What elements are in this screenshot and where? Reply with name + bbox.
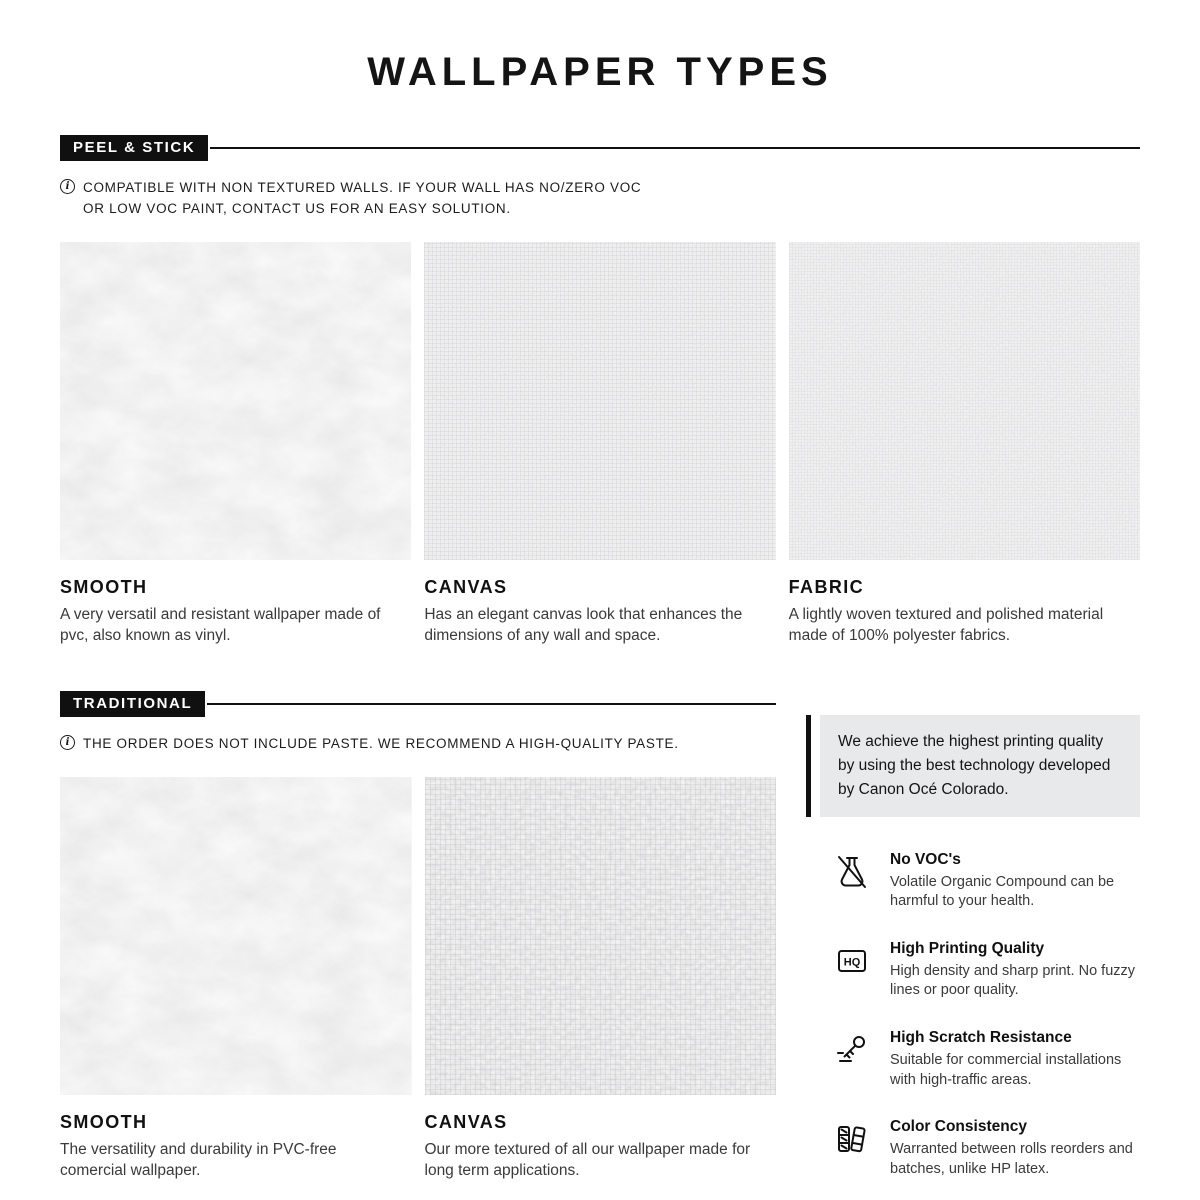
feature-item [832, 1118, 1140, 1179]
swatch-caption [424, 577, 775, 647]
swatch-card [425, 777, 777, 1182]
swatch-description: Has an elegant canvas look that enhances the dimensions of any wall and space. [424, 605, 743, 644]
feature-title: High Printing Quality [890, 939, 1045, 957]
traditional-column [60, 691, 776, 1200]
swatch-card [424, 242, 775, 647]
svg-text:HQ: HQ [843, 956, 861, 969]
texture-noise [425, 777, 777, 1095]
texture-noise [789, 242, 1140, 560]
bottom-section [60, 691, 1140, 1200]
swatch-description: A very versatil and resistant wallpaper made of pvc, also known as vinyl. [60, 605, 381, 644]
info-icon: i [60, 735, 75, 750]
note-text: THE ORDER DOES NOT INCLUDE PASTE. WE RECOMMEND A HIGH-QUALITY PASTE. [83, 735, 679, 751]
note-text: COMPATIBLE WITH NON TEXTURED WALLS. IF YOUR WALL HAS NO/ZERO VOC OR LOW VOC PAINT, CONTACT US FOR AN EASY SOLUTION. [83, 180, 642, 216]
swatch-title: SMOOTH [60, 1111, 148, 1132]
swatch-card [60, 777, 412, 1182]
feature-title: High Scratch Resistance [890, 1028, 1072, 1046]
swatch-image-smooth [60, 777, 412, 1095]
feature-text [890, 851, 1140, 912]
feature-title: No VOC's [890, 850, 961, 868]
traditional-swatch-grid [60, 777, 776, 1182]
section-label-traditional: TRADITIONAL [60, 691, 205, 717]
quality-panel [776, 691, 1140, 1200]
scratch-resistance-icon [832, 1029, 874, 1090]
feature-text [890, 940, 1140, 1001]
section-rule [210, 147, 1140, 149]
swatch-title: FABRIC [788, 576, 865, 597]
feature-text [890, 1029, 1140, 1090]
section-header-traditional [60, 691, 776, 717]
section-header-peel-stick [60, 135, 1140, 161]
swatch-description: The versatility and durability in PVC-free comercial wallpaper. [60, 1140, 337, 1179]
feature-item [832, 851, 1140, 912]
swatch-caption [60, 577, 411, 647]
swatch-title: SMOOTH [60, 576, 148, 597]
swatch-image-smooth [60, 242, 411, 560]
swatch-title: CANVAS [424, 1111, 508, 1132]
feature-description: Volatile Organic Compound can be harmful to your health. [890, 873, 1115, 910]
swatch-card [789, 242, 1140, 647]
traditional-note [60, 734, 776, 755]
swatch-description: A lightly woven textured and polished material made of 100% polyester fabrics. [788, 605, 1104, 644]
swatch-image-fabric [789, 242, 1140, 560]
hq-icon [832, 940, 874, 1001]
swatch-title: CANVAS [424, 576, 508, 597]
feature-title: Color Consistency [890, 1118, 1027, 1136]
callout-accent-bar [806, 715, 811, 817]
swatch-image-canvas [424, 242, 775, 560]
swatch-caption [789, 577, 1140, 647]
peel-stick-swatch-grid [60, 242, 1140, 647]
texture-noise [60, 777, 412, 1095]
peel-stick-note [60, 178, 1140, 220]
section-label-peel-stick: PEEL & STICK [60, 135, 208, 161]
callout-text: We achieve the highest printing quality by using the best technology developed by Canon Océ Colorado. [820, 715, 1140, 817]
swatch-image-canvas [425, 777, 777, 1095]
feature-list [806, 851, 1140, 1180]
feature-item [832, 940, 1140, 1001]
info-icon: i [60, 179, 75, 194]
section-rule [207, 703, 776, 705]
quality-callout [806, 715, 1140, 817]
texture-noise [60, 242, 411, 560]
feature-item [832, 1029, 1140, 1090]
page-title: WALLPAPER TYPES [367, 50, 833, 94]
swatch-caption [425, 1112, 777, 1182]
feature-description: High density and sharp print. No fuzzy lines or poor quality. [890, 962, 1136, 999]
feature-description: Suitable for commercial installations with high-traffic areas. [890, 1051, 1122, 1088]
swatch-card [60, 242, 411, 647]
swatch-description: Our more textured of all our wallpaper made for long term applications. [424, 1140, 751, 1179]
feature-description: Warranted between rolls reorders and batches, unlike HP latex. [890, 1141, 1133, 1177]
texture-noise [424, 242, 775, 560]
no-voc-icon [832, 851, 874, 912]
swatch-caption [60, 1112, 412, 1182]
feature-text [890, 1118, 1140, 1179]
color-consistency-icon [832, 1118, 874, 1179]
